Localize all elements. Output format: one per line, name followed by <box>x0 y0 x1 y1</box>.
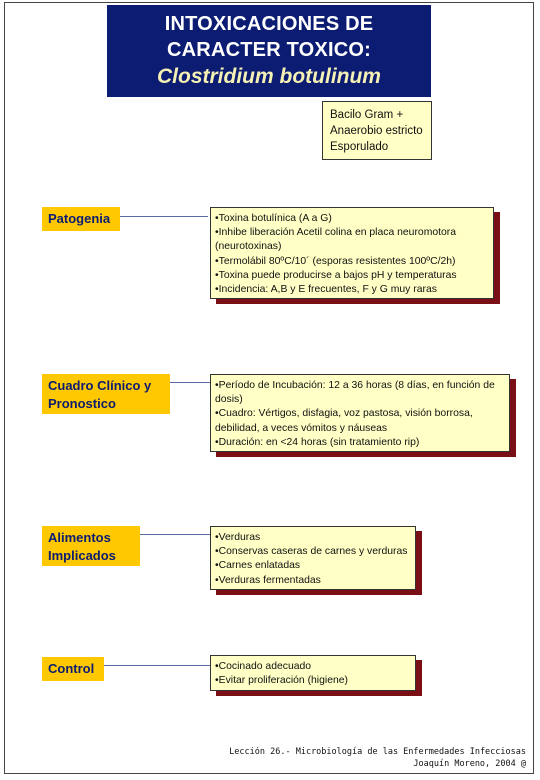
bacilo-characteristics-box <box>322 101 432 160</box>
footer-line-1: Lección 26.- Microbiología de las Enfermedades Infecciosas <box>229 747 526 757</box>
info-item: •Incidencia: A,B y E frecuentes, F y G muy raras <box>215 284 437 296</box>
info-item: •Toxina botulínica (A a G) <box>215 213 332 224</box>
patogenia-label <box>42 207 120 231</box>
bacilo-line: Anaerobio estricto <box>330 125 423 137</box>
cuadro-clinico-info-box <box>210 374 510 452</box>
patogenia-connector <box>120 216 208 217</box>
title-line-2: CARACTER TOXICO: <box>167 39 371 61</box>
title-line-1: INTOXICACIONES DE <box>164 13 374 35</box>
alimentos-implicados-label <box>42 526 140 566</box>
footer-line-2: Joaquín Moreno, 2004 @ <box>413 759 526 769</box>
footer-credits <box>229 746 526 770</box>
info-item: •Evitar proliferación (higiene) <box>215 675 349 687</box>
alimentos-info-box <box>210 526 416 590</box>
alimentos-connector <box>140 534 210 535</box>
info-item: •Conservas caseras de carnes y verduras <box>215 546 408 558</box>
control-connector <box>104 665 210 666</box>
control-info-box <box>210 655 416 691</box>
info-item: •Verduras fermentadas <box>215 574 321 586</box>
info-item: •Toxina puede producirse a bajos pH y temperaturas <box>215 269 457 281</box>
info-item: •Carnes enlatadas <box>215 560 301 572</box>
info-item: •Inhibe liberación Acetil colina en placa neuromotora (neurotoxinas) <box>215 227 457 253</box>
section-label-line: Cuadro Clínico y <box>48 378 152 393</box>
bacilo-line: Esporulado <box>330 141 389 153</box>
section-label-line: Alimentos <box>48 530 111 545</box>
control-label <box>42 657 104 681</box>
cuadro-clinico-label <box>42 374 170 414</box>
cuadro-clinico-connector <box>170 382 210 383</box>
info-item: •Período de Incubación: 12 a 36 horas (8 días, en función de dosis) <box>215 380 495 406</box>
info-item: •Cuadro: Vértigos, disfagia, voz pastosa, visión borrosa, debilidad, a veces vómitos y náuseas <box>215 408 473 434</box>
info-item: •Termolábil 80ºC/10´ (esporas resistentes 100ºC/2h) <box>215 255 456 267</box>
info-item: •Duración: en <24 horas (sin tratamiento rip) <box>215 436 420 448</box>
section-label-line: Implicados <box>48 548 116 563</box>
section-label-line: Patogenia <box>48 211 111 226</box>
title-banner <box>107 5 431 97</box>
section-label-line: Control <box>48 661 95 676</box>
organism-name: Clostridium botulinum <box>157 65 381 88</box>
section-label-line: Pronostico <box>48 396 116 411</box>
bacilo-line: Bacilo Gram + <box>330 109 404 121</box>
info-item: •Cocinado adecuado <box>215 661 312 672</box>
info-item: •Verduras <box>215 532 261 543</box>
patogenia-info-box <box>210 207 494 299</box>
